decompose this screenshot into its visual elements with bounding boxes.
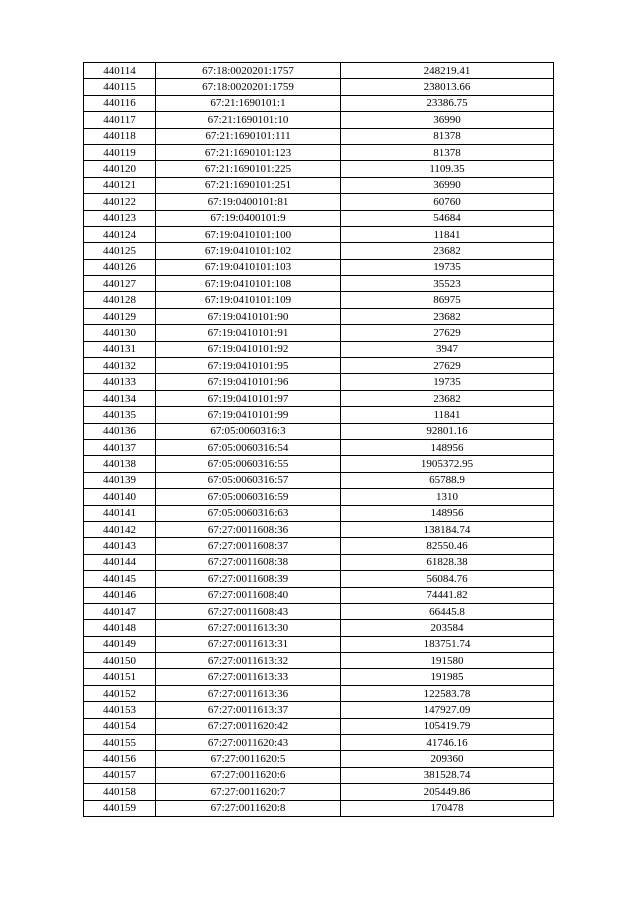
table-row <box>84 538 554 554</box>
value-cell: 3947 <box>341 341 554 357</box>
value-cell: 105419.79 <box>341 718 554 734</box>
value-cell: 1109.35 <box>341 161 554 177</box>
cadastral-number-cell: 67:21:1690101:251 <box>156 177 341 193</box>
value-cell: 203584 <box>341 620 554 636</box>
value-cell: 82550.46 <box>341 538 554 554</box>
cadastral-number-cell: 67:19:0410101:99 <box>156 407 341 423</box>
value-cell: 36990 <box>341 177 554 193</box>
row-id-cell: 440118 <box>84 128 156 144</box>
value-cell: 138184.74 <box>341 521 554 537</box>
table-row <box>84 276 554 292</box>
row-id-cell: 440133 <box>84 374 156 390</box>
table-row <box>84 489 554 505</box>
table-row <box>84 587 554 603</box>
row-id-cell: 440122 <box>84 194 156 210</box>
row-id-cell: 440131 <box>84 341 156 357</box>
cadastral-number-cell: 67:19:0410101:97 <box>156 390 341 406</box>
cadastral-number-cell: 67:27:0011613:30 <box>156 620 341 636</box>
table-row <box>84 226 554 242</box>
cadastral-number-cell: 67:05:0060316:57 <box>156 472 341 488</box>
value-cell: 54684 <box>341 210 554 226</box>
table-row <box>84 669 554 685</box>
cadastral-number-cell: 67:27:0011608:39 <box>156 571 341 587</box>
row-id-cell: 440135 <box>84 407 156 423</box>
row-id-cell: 440158 <box>84 784 156 800</box>
cadastral-number-cell: 67:27:0011608:38 <box>156 554 341 570</box>
table-row <box>84 292 554 308</box>
value-cell: 191580 <box>341 653 554 669</box>
cadastral-number-cell: 67:27:0011608:40 <box>156 587 341 603</box>
row-id-cell: 440128 <box>84 292 156 308</box>
value-cell: 209360 <box>341 751 554 767</box>
table-row <box>84 243 554 259</box>
table-row <box>84 128 554 144</box>
table-row <box>84 177 554 193</box>
value-cell: 11841 <box>341 226 554 242</box>
table-row <box>84 210 554 226</box>
row-id-cell: 440137 <box>84 439 156 455</box>
table-row <box>84 702 554 718</box>
row-id-cell: 440155 <box>84 735 156 751</box>
row-id-cell: 440132 <box>84 358 156 374</box>
cadastral-number-cell: 67:19:0410101:91 <box>156 325 341 341</box>
value-cell: 27629 <box>341 325 554 341</box>
table-row <box>84 423 554 439</box>
row-id-cell: 440157 <box>84 767 156 783</box>
table-row <box>84 341 554 357</box>
cadastral-number-cell: 67:27:0011613:36 <box>156 685 341 701</box>
table-row <box>84 259 554 275</box>
cadastral-number-cell: 67:19:0410101:103 <box>156 259 341 275</box>
table-row <box>84 194 554 210</box>
cadastral-number-cell: 67:19:0410101:108 <box>156 276 341 292</box>
cadastral-number-cell: 67:19:0400101:9 <box>156 210 341 226</box>
table-row <box>84 784 554 800</box>
table-row <box>84 439 554 455</box>
row-id-cell: 440154 <box>84 718 156 734</box>
value-cell: 381528.74 <box>341 767 554 783</box>
value-cell: 81378 <box>341 128 554 144</box>
value-cell: 65788.9 <box>341 472 554 488</box>
value-cell: 23682 <box>341 390 554 406</box>
table-row <box>84 685 554 701</box>
row-id-cell: 440146 <box>84 587 156 603</box>
cadastral-number-cell: 67:27:0011613:32 <box>156 653 341 669</box>
row-id-cell: 440140 <box>84 489 156 505</box>
value-cell: 170478 <box>341 800 554 816</box>
value-cell: 66445.8 <box>341 603 554 619</box>
cadastral-number-cell: 67:05:0060316:54 <box>156 439 341 455</box>
table-row <box>84 735 554 751</box>
value-cell: 19735 <box>341 374 554 390</box>
table-row <box>84 63 554 79</box>
cadastral-number-cell: 67:27:0011620:8 <box>156 800 341 816</box>
row-id-cell: 440124 <box>84 226 156 242</box>
row-id-cell: 440143 <box>84 538 156 554</box>
row-id-cell: 440134 <box>84 390 156 406</box>
cadastral-number-cell: 67:19:0410101:95 <box>156 358 341 374</box>
table-row <box>84 325 554 341</box>
table-row <box>84 390 554 406</box>
row-id-cell: 440130 <box>84 325 156 341</box>
data-table <box>83 62 554 817</box>
row-id-cell: 440114 <box>84 63 156 79</box>
table-body <box>84 63 554 817</box>
cadastral-number-cell: 67:05:0060316:63 <box>156 505 341 521</box>
value-cell: 1310 <box>341 489 554 505</box>
value-cell: 86975 <box>341 292 554 308</box>
row-id-cell: 440127 <box>84 276 156 292</box>
value-cell: 74441.82 <box>341 587 554 603</box>
table-row <box>84 767 554 783</box>
table-row <box>84 718 554 734</box>
value-cell: 238013.66 <box>341 79 554 95</box>
table-row <box>84 407 554 423</box>
table-row <box>84 800 554 816</box>
cadastral-number-cell: 67:05:0060316:59 <box>156 489 341 505</box>
cadastral-number-cell: 67:27:0011613:37 <box>156 702 341 718</box>
row-id-cell: 440120 <box>84 161 156 177</box>
cadastral-number-cell: 67:21:1690101:10 <box>156 112 341 128</box>
row-id-cell: 440144 <box>84 554 156 570</box>
table-row <box>84 521 554 537</box>
row-id-cell: 440136 <box>84 423 156 439</box>
cadastral-number-cell: 67:27:0011608:36 <box>156 521 341 537</box>
row-id-cell: 440149 <box>84 636 156 652</box>
row-id-cell: 440117 <box>84 112 156 128</box>
value-cell: 205449.86 <box>341 784 554 800</box>
cadastral-number-cell: 67:27:0011608:37 <box>156 538 341 554</box>
cadastral-number-cell: 67:27:0011613:31 <box>156 636 341 652</box>
row-id-cell: 440150 <box>84 653 156 669</box>
row-id-cell: 440125 <box>84 243 156 259</box>
cadastral-number-cell: 67:27:0011620:43 <box>156 735 341 751</box>
cadastral-number-cell: 67:27:0011620:7 <box>156 784 341 800</box>
value-cell: 148956 <box>341 439 554 455</box>
value-cell: 23682 <box>341 243 554 259</box>
cadastral-number-cell: 67:21:1690101:123 <box>156 144 341 160</box>
cadastral-number-cell: 67:27:0011620:42 <box>156 718 341 734</box>
row-id-cell: 440145 <box>84 571 156 587</box>
row-id-cell: 440116 <box>84 95 156 111</box>
cadastral-number-cell: 67:27:0011608:43 <box>156 603 341 619</box>
row-id-cell: 440115 <box>84 79 156 95</box>
row-id-cell: 440129 <box>84 308 156 324</box>
row-id-cell: 440121 <box>84 177 156 193</box>
table-row <box>84 95 554 111</box>
value-cell: 61828.38 <box>341 554 554 570</box>
value-cell: 183751.74 <box>341 636 554 652</box>
row-id-cell: 440139 <box>84 472 156 488</box>
cadastral-number-cell: 67:21:1690101:225 <box>156 161 341 177</box>
cadastral-number-cell: 67:21:1690101:1 <box>156 95 341 111</box>
table-row <box>84 636 554 652</box>
cadastral-number-cell: 67:27:0011620:5 <box>156 751 341 767</box>
table-row <box>84 456 554 472</box>
table-row <box>84 112 554 128</box>
table-row <box>84 144 554 160</box>
value-cell: 81378 <box>341 144 554 160</box>
cadastral-number-cell: 67:21:1690101:111 <box>156 128 341 144</box>
cadastral-number-cell: 67:27:0011620:6 <box>156 767 341 783</box>
value-cell: 122583.78 <box>341 685 554 701</box>
cadastral-number-cell: 67:19:0410101:92 <box>156 341 341 357</box>
row-id-cell: 440119 <box>84 144 156 160</box>
table-row <box>84 620 554 636</box>
row-id-cell: 440153 <box>84 702 156 718</box>
table-row <box>84 358 554 374</box>
row-id-cell: 440159 <box>84 800 156 816</box>
row-id-cell: 440156 <box>84 751 156 767</box>
cadastral-number-cell: 67:05:0060316:55 <box>156 456 341 472</box>
table-row <box>84 472 554 488</box>
value-cell: 248219.41 <box>341 63 554 79</box>
cadastral-number-cell: 67:27:0011613:33 <box>156 669 341 685</box>
value-cell: 11841 <box>341 407 554 423</box>
table-row <box>84 603 554 619</box>
table-row <box>84 79 554 95</box>
cadastral-number-cell: 67:19:0410101:96 <box>156 374 341 390</box>
row-id-cell: 440148 <box>84 620 156 636</box>
cadastral-number-cell: 67:19:0400101:81 <box>156 194 341 210</box>
cadastral-number-cell: 67:19:0410101:100 <box>156 226 341 242</box>
row-id-cell: 440142 <box>84 521 156 537</box>
value-cell: 35523 <box>341 276 554 292</box>
row-id-cell: 440147 <box>84 603 156 619</box>
table-row <box>84 161 554 177</box>
row-id-cell: 440151 <box>84 669 156 685</box>
value-cell: 23386.75 <box>341 95 554 111</box>
table-row <box>84 571 554 587</box>
row-id-cell: 440138 <box>84 456 156 472</box>
value-cell: 191985 <box>341 669 554 685</box>
row-id-cell: 440123 <box>84 210 156 226</box>
cadastral-number-cell: 67:18:0020201:1759 <box>156 79 341 95</box>
value-cell: 60760 <box>341 194 554 210</box>
cadastral-number-cell: 67:05:0060316:3 <box>156 423 341 439</box>
cadastral-number-cell: 67:19:0410101:109 <box>156 292 341 308</box>
value-cell: 92801.16 <box>341 423 554 439</box>
value-cell: 147927.09 <box>341 702 554 718</box>
cadastral-number-cell: 67:18:0020201:1757 <box>156 63 341 79</box>
row-id-cell: 440152 <box>84 685 156 701</box>
table-row <box>84 505 554 521</box>
table-row <box>84 653 554 669</box>
value-cell: 23682 <box>341 308 554 324</box>
row-id-cell: 440126 <box>84 259 156 275</box>
table-row <box>84 554 554 570</box>
table-row <box>84 308 554 324</box>
cadastral-number-cell: 67:19:0410101:102 <box>156 243 341 259</box>
table-row <box>84 751 554 767</box>
value-cell: 1905372.95 <box>341 456 554 472</box>
row-id-cell: 440141 <box>84 505 156 521</box>
cadastral-number-cell: 67:19:0410101:90 <box>156 308 341 324</box>
value-cell: 36990 <box>341 112 554 128</box>
value-cell: 41746.16 <box>341 735 554 751</box>
value-cell: 148956 <box>341 505 554 521</box>
table-row <box>84 374 554 390</box>
value-cell: 19735 <box>341 259 554 275</box>
value-cell: 56084.76 <box>341 571 554 587</box>
value-cell: 27629 <box>341 358 554 374</box>
